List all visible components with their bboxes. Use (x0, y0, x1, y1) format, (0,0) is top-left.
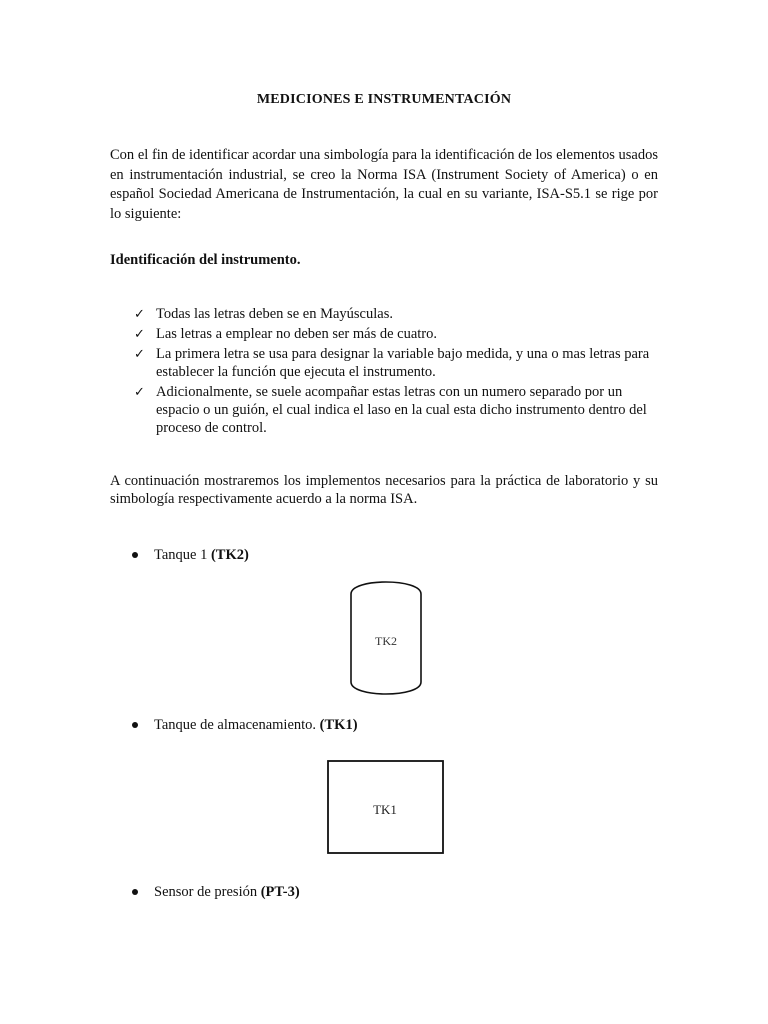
list-item (110, 325, 658, 343)
bullet-icon (132, 552, 138, 558)
equipment-code: (PT-3) (260, 884, 300, 900)
equipment-code: (TK2) (210, 547, 249, 563)
equipment-label: Tanque 1 (154, 547, 211, 563)
equipment-label: Tanque de almacenamiento. (154, 717, 320, 733)
tank-tk2-symbol (349, 580, 423, 696)
tank-tk1-symbol (327, 760, 444, 854)
rule-text: Adicionalmente, se suele acompañar estas letras con un numero separado por un espacio o un guión, el cual indica el laso en la cual esta dicho instrumento dentro del proceso de control. (156, 384, 647, 436)
checkmark-icon: ✓ (134, 306, 145, 321)
equipment-label: Sensor de presión (154, 884, 261, 900)
equipment-item-pt3 (132, 883, 300, 901)
rule-text: La primera letra se usa para designar la variable bajo medida, y una o mas letras para establecer la función que ejecuta el instrumento. (156, 346, 650, 380)
list-item (110, 345, 658, 381)
document-title: MEDICIONES E INSTRUMENTACIÓN (256, 92, 512, 107)
equipment-intro-paragraph: A continuación mostraremos los implementos necesarios para la práctica de laboratorio y su simbología respectivamente acuerdo a la norma ISA. (110, 473, 658, 507)
section-heading: Identificación del instrumento. (110, 252, 301, 268)
checkmark-icon: ✓ (134, 346, 145, 361)
intro-paragraph: Con el fin de identificar acordar una simbología para la identificación de los elementos usados en instrumentación industrial, se creo la Norma ISA (Instrument Society of America) o en español Sociedad Americana de Instrumentación, la cual en su variante, ISA-S5.1 se rige por lo siguiente: (110, 147, 658, 222)
equipment-item-tk2 (132, 546, 249, 564)
bullet-icon (132, 722, 138, 728)
equipment-item-tk1 (132, 716, 358, 734)
checkmark-icon: ✓ (134, 326, 145, 341)
equipment-code: (TK1) (319, 717, 358, 733)
tank-tk1-label: TK1 (373, 802, 397, 817)
rules-list (110, 305, 658, 439)
bullet-icon (132, 889, 138, 895)
list-item (110, 383, 658, 437)
rule-text: Todas las letras deben se en Mayúsculas. (156, 306, 393, 322)
rule-text: Las letras a emplear no deben ser más de cuatro. (156, 326, 438, 342)
tank-tk2-label: TK2 (375, 634, 397, 648)
checkmark-icon: ✓ (134, 384, 145, 399)
list-item (110, 305, 658, 323)
